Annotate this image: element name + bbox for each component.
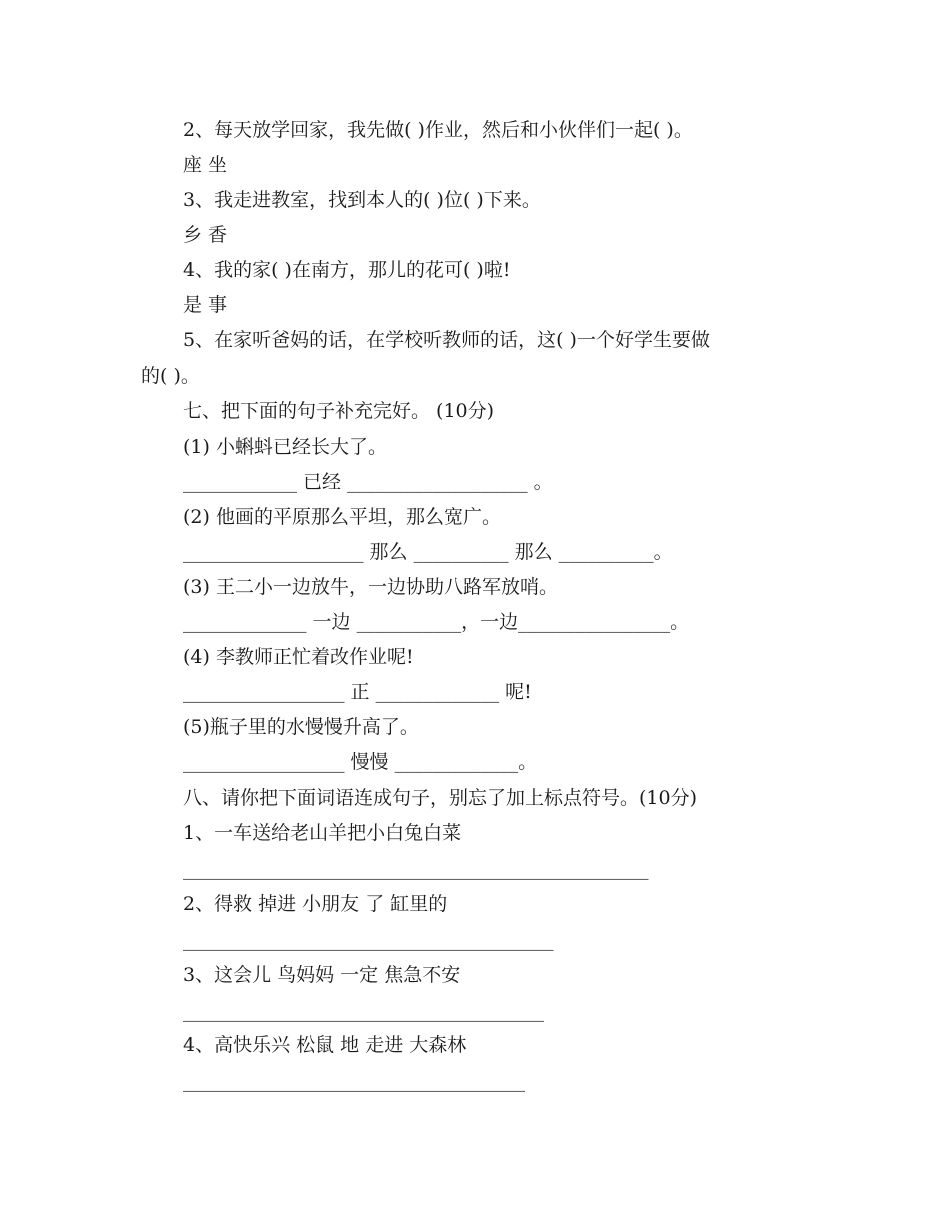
sentence-2-blank[interactable]: ___________________ 那么 __________ 那么 __________。 (183, 541, 673, 563)
word-group-4: 4、高快乐兴 松鼠 地 走进 大森林 (183, 1034, 467, 1056)
sentence-4-blank[interactable]: _________________ 正 _____________ 呢! (183, 681, 532, 703)
sentence-1-prompt: (1) 小蝌蚪已经长大了。 (183, 436, 387, 458)
word-choice-line: 座 坐 (183, 154, 228, 176)
word-choice-line: 乡 香 (183, 224, 228, 246)
word-choice-line: 是 事 (183, 294, 228, 316)
answer-line-4[interactable]: ____________________________________ (183, 1070, 525, 1092)
sentence-4-prompt: (4) 李教师正忙着改作业呢! (183, 646, 414, 668)
section-8-heading: 八、请你把下面词语连成句子，别忘了加上标点符号。(10分) (183, 787, 698, 809)
answer-line-1[interactable]: _________________________________________________ (183, 858, 649, 880)
question-2-text: 2、每天放学回家，我先做( )作业，然后和小伙伴们一起( )。 (183, 119, 693, 141)
sentence-1-blank[interactable]: ____________ 已经 ___________________ 。 (183, 471, 553, 493)
question-4-text: 4、我的家( )在南方，那儿的花可( )啦! (183, 259, 511, 281)
answer-line-3[interactable]: ______________________________________ (183, 1000, 544, 1022)
sentence-3-blank[interactable]: _____________ 一边 ___________，一边________________。 (183, 611, 690, 633)
section-7-heading: 七、把下面的句子补充完好。 (10分) (183, 400, 495, 422)
question-5-continuation: 的( )。 (141, 365, 200, 387)
sentence-2-prompt: (2) 他画的平原那么平坦，那么宽广。 (183, 506, 501, 528)
word-group-3: 3、这会儿 鸟妈妈 一定 焦急不安 (183, 964, 461, 986)
answer-line-2[interactable]: _______________________________________ (183, 929, 554, 951)
word-group-1: 1、一车送给老山羊把小白兔白菜 (183, 822, 462, 844)
sentence-5-prompt: (5)瓶子里的水慢慢升高了。 (183, 716, 419, 738)
question-3-text: 3、我走进教室，找到本人的( )位( )下来。 (183, 189, 541, 211)
sentence-3-prompt: (3) 王二小一边放牛，一边协助八路军放哨。 (183, 576, 558, 598)
sentence-5-blank[interactable]: _________________ 慢慢 _____________。 (183, 751, 538, 773)
question-5-text: 5、在家听爸妈的话，在学校听教师的话，这( )一个好学生要做 (183, 329, 710, 351)
word-group-2: 2、得救 掉进 小朋友 了 缸里的 (183, 893, 448, 915)
